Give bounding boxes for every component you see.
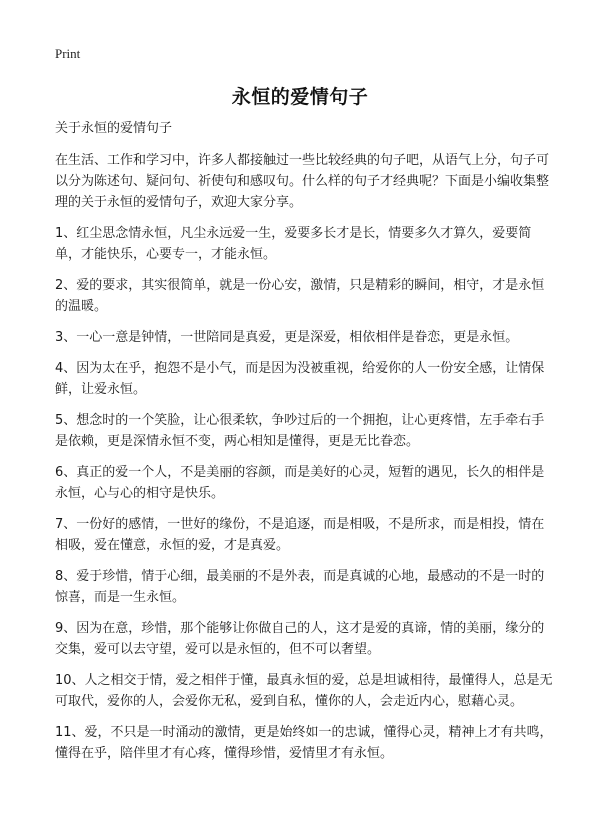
quote-item-9: 9、因为在意，珍惜，那个能够让你做自己的人，这才是爱的真谛，情的美丽，缘分的交集，爱可以去守望，爱可以是永恒的，但不可以奢望。 bbox=[55, 621, 545, 657]
quote-item-3: 3、一心一意是钟情，一世陪同是真爱，更是深爱，相依相伴是眷恋，更是永恒。 bbox=[55, 330, 519, 345]
quote-item-1: 1、红尘思念情永恒，凡尘永远爱一生，爱要多长才是长，情要多久才算久，爱要简单，才能快乐，心要专一，才能永恒。 bbox=[55, 226, 532, 262]
quote-item-10: 10、人之相交于情，爱之相伴于懂，最真永恒的爱，总是坦诚相待，最懂得人，总是无可取代，爱你的人，会爱你无私，爱到自私，懂你的人，会走近内心，慰藉心灵。 bbox=[55, 673, 553, 709]
quote-item-4: 4、因为太在乎，抱怨不是小气，而是因为没被重视，给爱你的人一份安全感，让情保鲜，让爱永恒。 bbox=[55, 361, 545, 397]
print-link[interactable]: Print bbox=[55, 46, 81, 61]
article-body bbox=[55, 118, 555, 774]
page-title: 永恒的爱情句子 bbox=[231, 86, 369, 108]
quote-item-7: 7、一份好的感情，一世好的缘份，不是追逐，而是相吸，不是所求，而是相投，情在相吸，爱在懂意，永恒的爱，才是真爱。 bbox=[55, 517, 545, 553]
article-subtitle: 关于永恒的爱情句子 bbox=[55, 121, 173, 136]
quote-item-6: 6、真正的爱一个人，不是美丽的容颜，而是美好的心灵，短暂的遇见，长久的相伴是永恒，心与心的相守是快乐。 bbox=[55, 465, 545, 501]
quote-item-8: 8、爱于珍惜，情于心细，最美丽的不是外表，而是真诚的心地，最感动的不是一时的惊喜，而是一生永恒。 bbox=[55, 569, 545, 605]
quote-item-11: 11、爱，不只是一时涌动的激情，更是始终如一的忠诚，懂得心灵，精神上才有共鸣，懂得在乎，陪伴里才有心疼，懂得珍惜，爱情里才有永恒。 bbox=[55, 725, 553, 761]
quote-item-2: 2、爱的要求，其实很简单，就是一份心安，激情，只是精彩的瞬间，相守，才是永恒的温暖。 bbox=[55, 278, 545, 314]
intro-paragraph: 在生活、工作和学习中，许多人都接触过一些比较经典的句子吧，从语气上分，句子可以分为陈述句、疑问句、祈使句和感叹句。什么样的句子才经典呢？下面是小编收集整理的关于永恒的爱情句子，欢迎大家分享。 bbox=[55, 153, 550, 210]
quote-item-5: 5、想念时的一个笑脸，让心很柔软，争吵过后的一个拥抱，让心更疼惜，左手牵右手是依赖，更是深情永恒不变，两心相知是懂得，更是无比眷恋。 bbox=[55, 413, 545, 449]
